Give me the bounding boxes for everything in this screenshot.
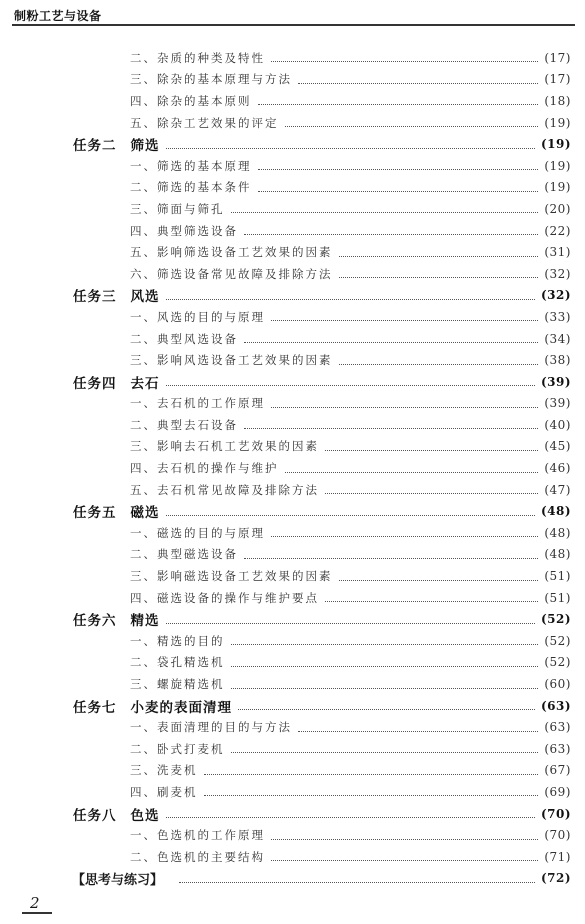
dot-leader bbox=[166, 515, 535, 516]
entry-page-number: (33) bbox=[544, 309, 571, 324]
dot-leader bbox=[244, 428, 538, 429]
dot-leader bbox=[339, 580, 539, 581]
dot-leader bbox=[238, 709, 535, 710]
toc-section-entry[interactable] bbox=[0, 630, 585, 652]
toc-section-entry[interactable] bbox=[0, 652, 585, 674]
toc-section-entry[interactable] bbox=[0, 393, 585, 415]
toc-section-entry[interactable] bbox=[0, 90, 585, 112]
toc-section-entry[interactable] bbox=[0, 846, 585, 868]
toc-section-entry[interactable] bbox=[0, 457, 585, 479]
entry-page-number: (51) bbox=[544, 590, 571, 605]
dot-leader bbox=[258, 169, 539, 170]
dot-leader bbox=[244, 558, 538, 559]
dot-leader bbox=[204, 774, 539, 775]
dot-leader bbox=[271, 61, 538, 62]
toc-section-entry[interactable] bbox=[0, 241, 585, 263]
entry-title: 三、影响去石机工艺效果的因素 bbox=[130, 439, 319, 454]
entry-title: 五、去石机常见故障及排除方法 bbox=[130, 482, 319, 497]
toc-task-entry[interactable] bbox=[0, 133, 585, 155]
dot-leader bbox=[258, 191, 539, 192]
entry-page-number: (72) bbox=[540, 871, 571, 886]
toc-task-entry[interactable] bbox=[0, 608, 585, 630]
task-number: 任务三 bbox=[73, 289, 117, 306]
entry-page-number: (52) bbox=[544, 655, 571, 670]
toc-section-entry[interactable] bbox=[0, 565, 585, 587]
task-title: 筛选 bbox=[130, 138, 160, 155]
toc-section-entry[interactable] bbox=[0, 587, 585, 609]
entry-page-number: (48) bbox=[544, 525, 571, 540]
entry-title: 一、磁选的目的与原理 bbox=[130, 525, 265, 540]
dot-leader bbox=[271, 320, 538, 321]
entry-title: 四、磁选设备的操作与维护要点 bbox=[130, 590, 319, 605]
dot-leader bbox=[325, 493, 538, 494]
entry-title: 一、色选机的工作原理 bbox=[130, 828, 265, 843]
dot-leader bbox=[204, 795, 539, 796]
entry-page-number: (40) bbox=[544, 417, 571, 432]
entry-title: 二、色选机的主要结构 bbox=[130, 849, 265, 864]
toc-task-entry[interactable] bbox=[0, 695, 585, 717]
toc-section-entry[interactable] bbox=[0, 220, 585, 242]
task-title: 小麦的表面清理 bbox=[130, 699, 232, 716]
entry-page-number: (67) bbox=[544, 763, 571, 778]
dot-leader bbox=[325, 450, 538, 451]
dot-leader bbox=[231, 752, 539, 753]
entry-page-number: (19) bbox=[544, 115, 571, 130]
dot-leader bbox=[339, 277, 539, 278]
toc-section-entry[interactable] bbox=[0, 112, 585, 134]
entry-title: 三、影响磁选设备工艺效果的因素 bbox=[130, 569, 333, 584]
dot-leader bbox=[285, 472, 539, 473]
entry-page-number: (71) bbox=[544, 849, 571, 864]
entry-page-number: (63) bbox=[544, 720, 571, 735]
entry-title: 二、筛选的基本条件 bbox=[130, 180, 252, 195]
header-rule bbox=[12, 24, 575, 26]
task-number: 任务四 bbox=[73, 375, 117, 392]
entry-page-number: (63) bbox=[540, 698, 571, 713]
task-title: 色选 bbox=[130, 807, 160, 824]
dot-leader bbox=[166, 817, 535, 818]
dot-leader bbox=[166, 623, 535, 624]
entry-title: 五、除杂工艺效果的评定 bbox=[130, 115, 279, 130]
entry-title: 二、杂质的种类及特性 bbox=[130, 50, 265, 65]
toc-section-entry[interactable] bbox=[0, 781, 585, 803]
entry-title: 四、去石机的操作与维护 bbox=[130, 461, 279, 476]
toc-section-entry[interactable] bbox=[0, 349, 585, 371]
toc-section-entry[interactable] bbox=[0, 436, 585, 458]
dot-leader bbox=[231, 688, 539, 689]
entry-title: 一、去石机的工作原理 bbox=[130, 396, 265, 411]
entry-title: 四、典型筛选设备 bbox=[130, 223, 238, 238]
entry-page-number: (39) bbox=[540, 374, 571, 389]
page-number: 2 bbox=[30, 894, 40, 912]
toc-task-entry[interactable] bbox=[0, 371, 585, 393]
entry-page-number: (32) bbox=[544, 266, 571, 281]
entry-page-number: (19) bbox=[544, 180, 571, 195]
toc-section-entry[interactable] bbox=[0, 716, 585, 738]
entry-page-number: (45) bbox=[544, 439, 571, 454]
toc-section-entry[interactable] bbox=[0, 47, 585, 69]
toc-section-entry[interactable] bbox=[0, 306, 585, 328]
dot-leader bbox=[271, 860, 538, 861]
entry-title: 一、精选的目的 bbox=[130, 633, 225, 648]
entry-page-number: (52) bbox=[540, 612, 571, 627]
dot-leader bbox=[244, 234, 538, 235]
dot-leader bbox=[271, 407, 538, 408]
toc-section-entry[interactable] bbox=[0, 738, 585, 760]
toc-task-entry[interactable] bbox=[0, 500, 585, 522]
toc-section-entry[interactable] bbox=[0, 328, 585, 350]
toc-section-entry[interactable] bbox=[0, 824, 585, 846]
dot-leader bbox=[231, 666, 539, 667]
toc-section-entry[interactable] bbox=[0, 198, 585, 220]
dot-leader bbox=[325, 601, 538, 602]
entry-title: 五、影响筛选设备工艺效果的因素 bbox=[130, 245, 333, 260]
entry-page-number: (34) bbox=[544, 331, 571, 346]
entry-page-number: (48) bbox=[540, 504, 571, 519]
entry-page-number: (19) bbox=[544, 158, 571, 173]
entry-title: 三、筛面与筛孔 bbox=[130, 201, 225, 216]
task-number: 任务二 bbox=[73, 138, 117, 155]
entry-title: 一、风选的目的与原理 bbox=[130, 309, 265, 324]
toc-task-entry[interactable] bbox=[0, 285, 585, 307]
entry-title: 二、典型磁选设备 bbox=[130, 547, 238, 562]
dot-leader bbox=[298, 731, 538, 732]
entry-page-number: (60) bbox=[544, 677, 571, 692]
task-number: 任务六 bbox=[73, 613, 117, 630]
entry-page-number: (17) bbox=[544, 50, 571, 65]
entry-page-number: (47) bbox=[544, 482, 571, 497]
dot-leader bbox=[271, 536, 538, 537]
entry-page-number: (63) bbox=[544, 741, 571, 756]
entry-title: 三、影响风选设备工艺效果的因素 bbox=[130, 353, 333, 368]
task-number: 任务七 bbox=[73, 699, 117, 716]
entry-page-number: (19) bbox=[540, 137, 571, 152]
entry-page-number: (51) bbox=[544, 569, 571, 584]
toc-task-entry[interactable] bbox=[0, 803, 585, 825]
entry-page-number: (48) bbox=[544, 547, 571, 562]
running-header: 制粉工艺与设备 bbox=[14, 9, 102, 23]
entry-page-number: (38) bbox=[544, 353, 571, 368]
toc-review-entry[interactable] bbox=[0, 868, 585, 890]
dot-leader bbox=[258, 104, 539, 105]
entry-page-number: (18) bbox=[544, 93, 571, 108]
entry-page-number: (70) bbox=[540, 806, 571, 821]
dot-leader bbox=[231, 212, 539, 213]
entry-page-number: (32) bbox=[540, 288, 571, 303]
entry-page-number: (20) bbox=[544, 201, 571, 216]
entry-title: 三、洗麦机 bbox=[130, 763, 198, 778]
entry-title: 六、筛选设备常见故障及排除方法 bbox=[130, 266, 333, 281]
toc-section-entry[interactable] bbox=[0, 69, 585, 91]
dot-leader bbox=[271, 839, 538, 840]
task-number: 任务五 bbox=[73, 505, 117, 522]
entry-page-number: (17) bbox=[544, 72, 571, 87]
task-title: 风选 bbox=[130, 289, 160, 306]
entry-title: 二、卧式打麦机 bbox=[130, 741, 225, 756]
toc-section-entry[interactable] bbox=[0, 544, 585, 566]
table-of-contents bbox=[0, 47, 585, 889]
task-title: 磁选 bbox=[130, 505, 160, 522]
entry-title: 二、典型风选设备 bbox=[130, 331, 238, 346]
entry-page-number: (70) bbox=[544, 828, 571, 843]
task-title: 去石 bbox=[130, 375, 160, 392]
toc-section-entry[interactable] bbox=[0, 760, 585, 782]
dot-leader bbox=[298, 83, 538, 84]
toc-section-entry[interactable] bbox=[0, 522, 585, 544]
toc-section-entry[interactable] bbox=[0, 177, 585, 199]
toc-section-entry[interactable] bbox=[0, 414, 585, 436]
entry-page-number: (31) bbox=[544, 245, 571, 260]
page-number-rule bbox=[22, 912, 52, 914]
entry-title: 四、除杂的基本原则 bbox=[130, 93, 252, 108]
dot-leader bbox=[166, 385, 535, 386]
entry-page-number: (69) bbox=[544, 784, 571, 799]
toc-section-entry[interactable] bbox=[0, 263, 585, 285]
entry-title: 【思考与练习】 bbox=[72, 872, 164, 888]
dot-leader bbox=[179, 882, 535, 883]
task-title: 精选 bbox=[130, 613, 160, 630]
dot-leader bbox=[339, 364, 539, 365]
task-number: 任务八 bbox=[73, 807, 117, 824]
entry-title: 三、除杂的基本原理与方法 bbox=[130, 72, 292, 87]
dot-leader bbox=[231, 644, 539, 645]
entry-page-number: (39) bbox=[544, 396, 571, 411]
dot-leader bbox=[339, 256, 539, 257]
toc-section-entry[interactable] bbox=[0, 155, 585, 177]
entry-title: 三、螺旋精选机 bbox=[130, 677, 225, 692]
entry-title: 四、刷麦机 bbox=[130, 784, 198, 799]
entry-title: 二、袋孔精选机 bbox=[130, 655, 225, 670]
entry-page-number: (22) bbox=[544, 223, 571, 238]
dot-leader bbox=[244, 342, 538, 343]
toc-section-entry[interactable] bbox=[0, 673, 585, 695]
entry-title: 二、典型去石设备 bbox=[130, 417, 238, 432]
entry-title: 一、筛选的基本原理 bbox=[130, 158, 252, 173]
dot-leader bbox=[285, 126, 539, 127]
entry-page-number: (52) bbox=[544, 633, 571, 648]
entry-page-number: (46) bbox=[544, 461, 571, 476]
toc-section-entry[interactable] bbox=[0, 479, 585, 501]
dot-leader bbox=[166, 299, 535, 300]
dot-leader bbox=[166, 148, 535, 149]
entry-title: 一、表面清理的目的与方法 bbox=[130, 720, 292, 735]
